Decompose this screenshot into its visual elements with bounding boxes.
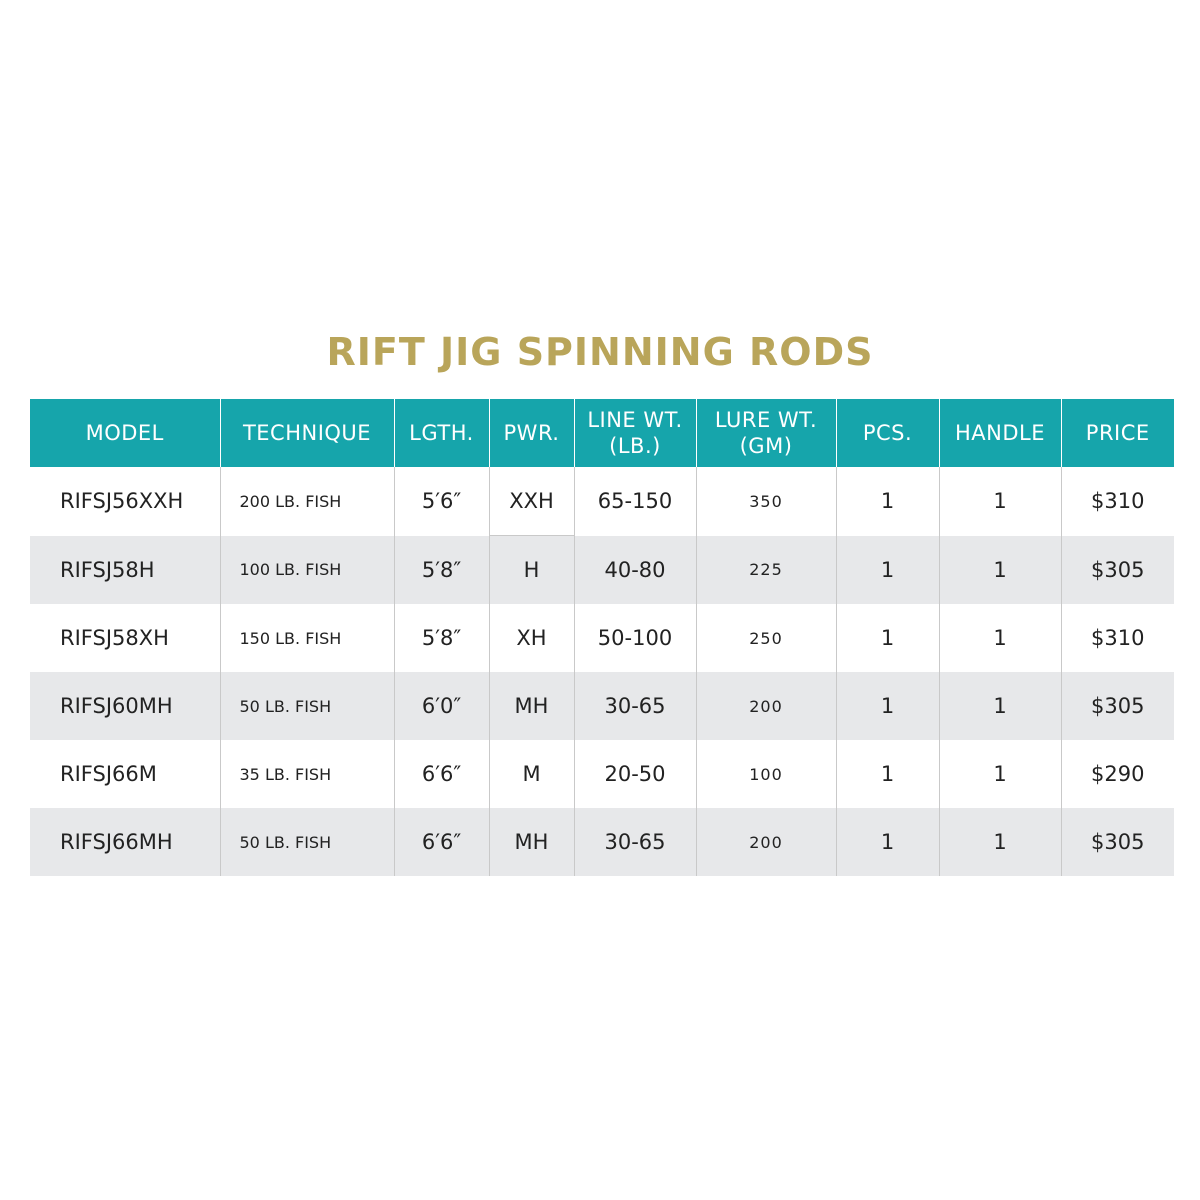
cell-pieces: 1: [836, 672, 939, 740]
cell-model: RIFSJ58XH: [30, 604, 220, 672]
cell-power: XH: [489, 604, 574, 672]
cell-pieces: 1: [836, 604, 939, 672]
cell-pieces: 1: [836, 536, 939, 605]
cell-lure-weight: 350: [696, 467, 836, 536]
cell-line-weight: 20-50: [574, 740, 696, 808]
cell-model: RIFSJ60MH: [30, 672, 220, 740]
cell-technique: 50 LB. FISH: [220, 808, 394, 876]
cell-length: 6′6″: [394, 740, 489, 808]
cell-price: $310: [1061, 604, 1174, 672]
cell-lure-weight: 225: [696, 536, 836, 605]
cell-handle: 1: [939, 740, 1061, 808]
cell-technique: 200 LB. FISH: [220, 467, 394, 536]
page-title: RIFT JIG SPINNING RODS: [326, 330, 874, 374]
cell-handle: 1: [939, 672, 1061, 740]
cell-power: MH: [489, 672, 574, 740]
header-lure-weight: LURE WT. (GM): [696, 399, 836, 467]
cell-price: $305: [1061, 536, 1174, 605]
cell-lure-weight: 200: [696, 672, 836, 740]
cell-lure-weight: 250: [696, 604, 836, 672]
table-row: [30, 808, 1174, 876]
cell-price: $305: [1061, 808, 1174, 876]
cell-line-weight: 50-100: [574, 604, 696, 672]
cell-handle: 1: [939, 808, 1061, 876]
cell-lure-weight: 100: [696, 740, 836, 808]
cell-line-weight: 30-65: [574, 672, 696, 740]
cell-pieces: 1: [836, 808, 939, 876]
cell-price: $305: [1061, 672, 1174, 740]
header-line-weight: LINE WT. (LB.): [574, 399, 696, 467]
header-price: PRICE: [1061, 399, 1174, 467]
cell-line-weight: 30-65: [574, 808, 696, 876]
cell-power: MH: [489, 808, 574, 876]
table-row: [30, 604, 1174, 672]
header-pieces: PCS.: [836, 399, 939, 467]
cell-line-weight: 65-150: [574, 467, 696, 536]
cell-lure-weight: 200: [696, 808, 836, 876]
cell-handle: 1: [939, 604, 1061, 672]
table-row: [30, 672, 1174, 740]
table-row: [30, 467, 1174, 536]
cell-model: RIFSJ66MH: [30, 808, 220, 876]
cell-power: M: [489, 740, 574, 808]
spec-table: [30, 399, 1174, 876]
header-power: PWR.: [489, 399, 574, 467]
header-length: LGTH.: [394, 399, 489, 467]
cell-length: 6′0″: [394, 672, 489, 740]
cell-power: H: [489, 536, 574, 605]
cell-length: 5′8″: [394, 604, 489, 672]
cell-model: RIFSJ66M: [30, 740, 220, 808]
table-row: [30, 740, 1174, 808]
table-row: [30, 536, 1174, 605]
cell-handle: 1: [939, 467, 1061, 536]
cell-power: XXH: [489, 467, 574, 536]
cell-technique: 150 LB. FISH: [220, 604, 394, 672]
cell-model: RIFSJ56XXH: [30, 467, 220, 536]
header-technique: TECHNIQUE: [220, 399, 394, 467]
cell-technique: 35 LB. FISH: [220, 740, 394, 808]
cell-handle: 1: [939, 536, 1061, 605]
cell-price: $310: [1061, 467, 1174, 536]
header-model: MODEL: [30, 399, 220, 467]
cell-pieces: 1: [836, 740, 939, 808]
cell-technique: 50 LB. FISH: [220, 672, 394, 740]
header-row: [30, 399, 1174, 467]
cell-length: 6′6″: [394, 808, 489, 876]
cell-pieces: 1: [836, 467, 939, 536]
cell-model: RIFSJ58H: [30, 536, 220, 605]
cell-technique: 100 LB. FISH: [220, 536, 394, 605]
cell-length: 5′8″: [394, 536, 489, 605]
header-handle: HANDLE: [939, 399, 1061, 467]
cell-length: 5′6″: [394, 467, 489, 536]
cell-line-weight: 40-80: [574, 536, 696, 605]
cell-price: $290: [1061, 740, 1174, 808]
